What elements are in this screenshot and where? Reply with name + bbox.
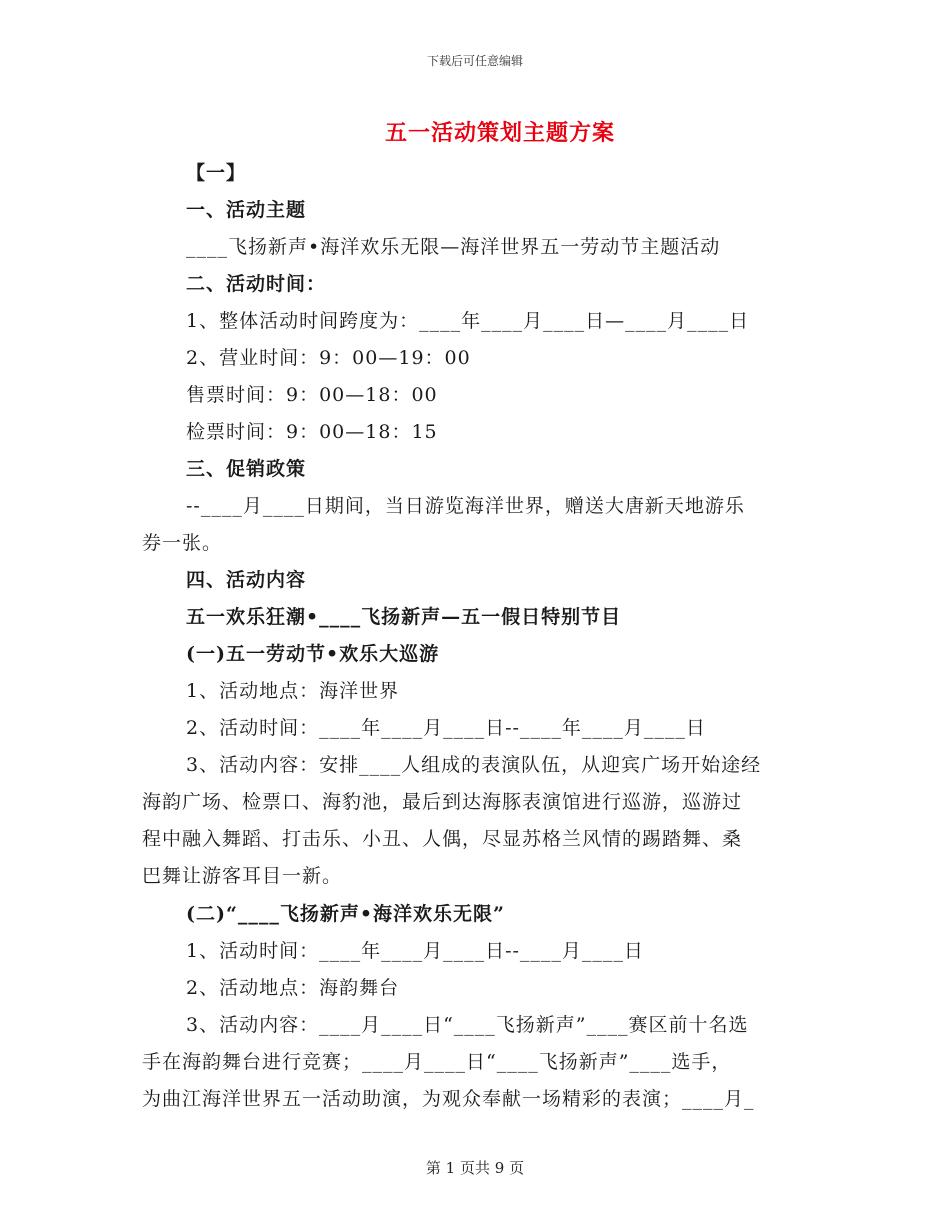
subheading-program: 五一欢乐狂潮•____飞扬新声—五一假日特别节目: [186, 606, 622, 628]
paragraph-voice-content-cont2: 为曲江海洋世界五一活动助演，为观众奉献一场精彩的表演；____月_: [142, 1088, 755, 1110]
paragraph-time-span: 1、整体活动时间跨度为：____年____月____日—____月____日: [186, 310, 750, 332]
paragraph-promotion: --____月____日期间，当日游览海洋世界，赠送大唐新天地游乐: [186, 495, 745, 517]
paragraph-voice-content-cont1: 手在海韵舞台进行竞赛；____月____日“____飞扬新声”____选手，: [142, 1051, 732, 1073]
heading-time: 二、活动时间：: [186, 273, 327, 295]
subheading-parade: (一)五一劳动节•欢乐大巡游: [186, 643, 440, 665]
paragraph-parade-content-cont3: 巴舞让游客耳目一新。: [142, 865, 343, 887]
paragraph-parade-content-cont1: 海韵广场、检票口、海豹池，最后到达海豚表演馆进行巡游，巡游过: [142, 791, 743, 813]
heading-content: 四、活动内容: [186, 569, 307, 591]
document-title: 五一活动策划主题方案: [384, 120, 615, 146]
paragraph-theme: ____飞扬新声•海洋欢乐无限—海洋世界五一劳动节主题活动: [186, 236, 721, 258]
paragraph-parade-time: 2、活动时间：____年____月____日--____年____月____日: [186, 717, 706, 739]
paragraph-parade-location: 1、活动地点：海洋世界: [186, 680, 400, 702]
paragraph-voice-location: 2、活动地点：海韵舞台: [186, 977, 400, 999]
paragraph-parade-content-cont2: 程中融入舞蹈、打击乐、小丑、人偶，尽显苏格兰风情的踢踏舞、桑: [142, 828, 743, 850]
paragraph-promotion-cont: 券一张。: [142, 532, 223, 554]
subheading-voice: (二)“____飞扬新声•海洋欢乐无限”: [186, 903, 505, 925]
paragraph-parade-content: 3、活动内容：安排____人组成的表演队伍，从迎宾广场开始途经: [186, 754, 762, 776]
paragraph-check-hours: 检票时间：9：00—18：15: [186, 421, 438, 443]
page-footer: 第 1 页共 9 页: [425, 1159, 525, 1177]
paragraph-business-hours: 2、营业时间：9：00—19：00: [186, 347, 471, 369]
paragraph-ticket-hours: 售票时间：9：00—18：00: [186, 384, 438, 406]
heading-promotion: 三、促销政策: [186, 458, 307, 480]
paragraph-voice-time: 1、活动时间：____年____月____日--____月____日: [186, 940, 644, 962]
header-note: 下载后可任意编辑: [426, 54, 523, 68]
paragraph-voice-content: 3、活动内容：____月____日“____飞扬新声”____赛区前十名选: [186, 1014, 749, 1036]
section-marker: 【一】: [186, 162, 247, 184]
heading-theme: 一、活动主题: [186, 199, 307, 221]
